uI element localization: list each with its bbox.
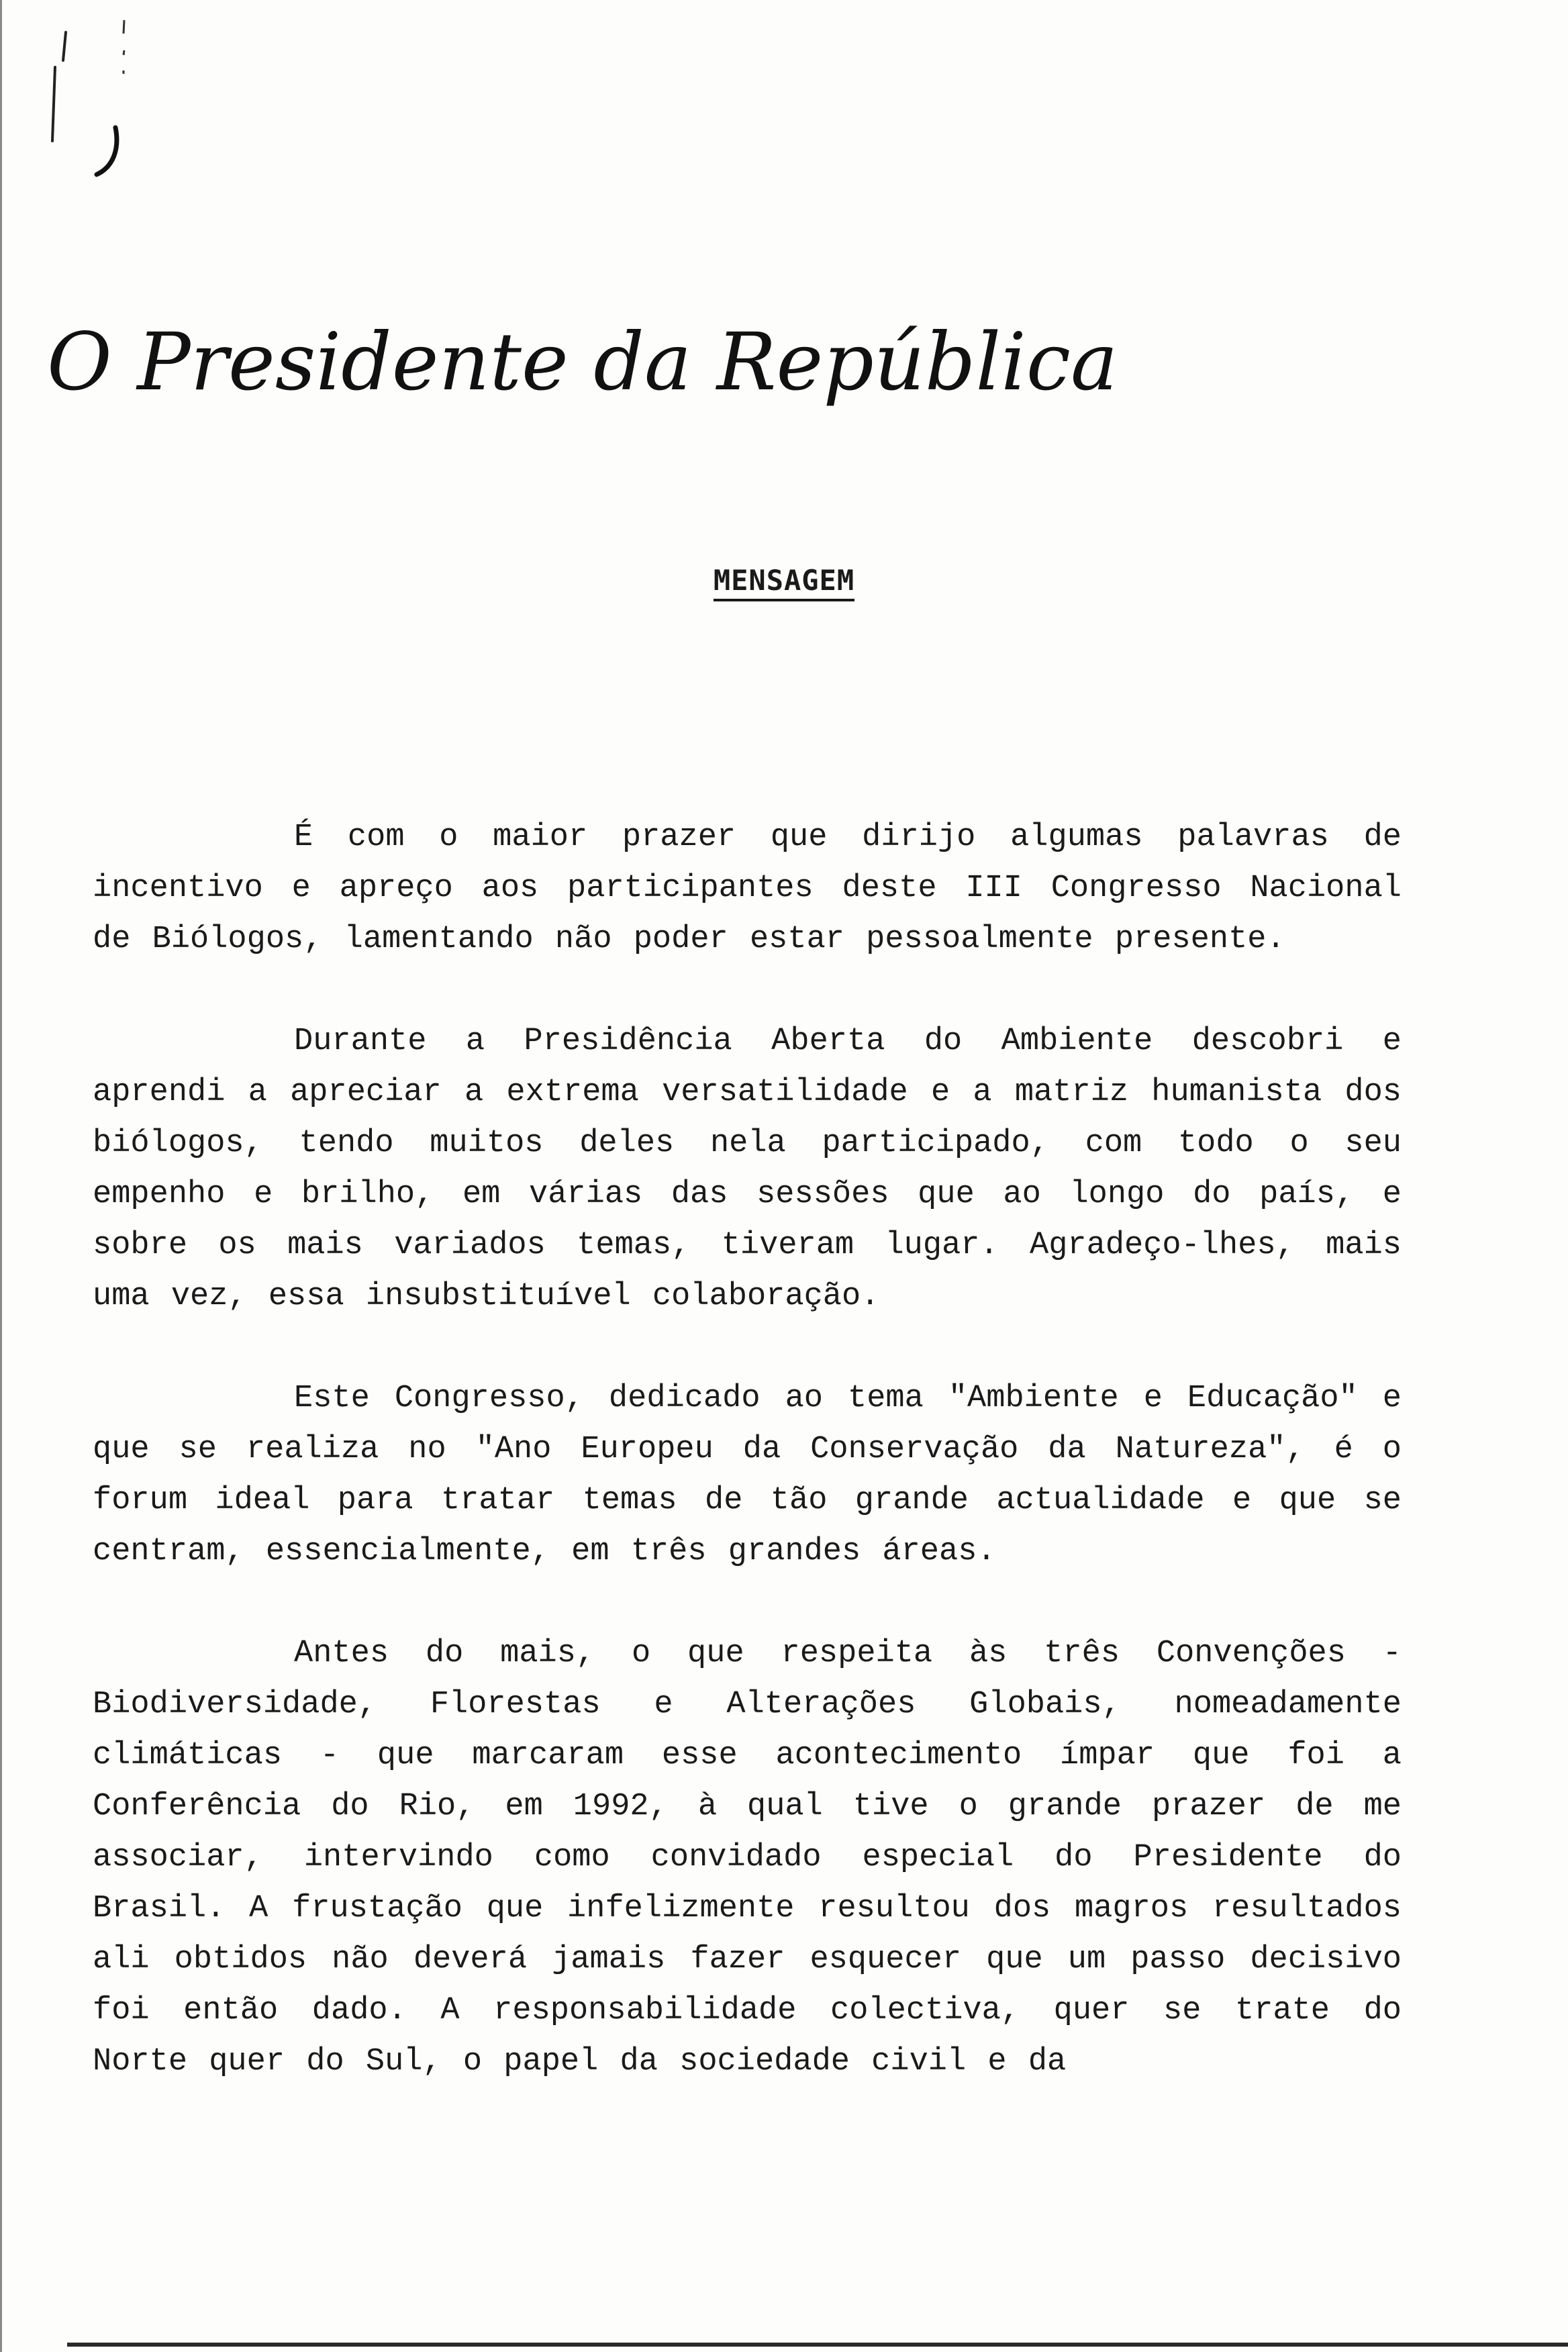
letterhead-script xyxy=(47,309,1118,430)
paragraph-4: Antes do mais, o que respeita às três Convenções - Biodiversidade, Florestas e Alterações Globais, nomeadamente climáticas - que marcaram esse acontecimento ímpar que foi a Conferência do Rio, em 1992, à qual tive o grande prazer de me associar, intervindo como convidado especial do Presidente do Brasil. A frustação que infelizmente resultou dos magros resultados ali obtidos não deverá jamais fazer esquecer que um passo decisivo foi então dado. A responsabilidade colectiva, quer se trate do Norte quer do Sul, o papel da sociedade civil e da xyxy=(93,1636,1402,2079)
paragraph-2: Durante a Presidência Aberta do Ambiente descobri e aprendi a apreciar a extrema versatilidade e a matriz humanista dos biólogos, tendo muitos deles nela participado, com todo o seu empenho e brilho, em várias das sessões que ao longo do país, e sobre os mais variados temas, tiveram lugar. Agradeço-lhes, mais uma vez, essa insubstituível colaboração. xyxy=(93,1024,1402,1314)
scan-bottom-edge xyxy=(67,2343,1568,2347)
paragraph-3: Este Congresso, dedicado ao tema "Ambiente e Educação" e que se realiza no "Ano Europeu da Conservação da Natureza", é o forum ideal para tratar temas de tão grande actualidade e que se centram, essencialmente, em três grandes áreas. xyxy=(93,1381,1402,1569)
document-title: MENSAGEM xyxy=(0,564,1568,597)
paragraph-1: É com o maior prazer que dirijo algumas palavras de incentivo e apreço aos participantes deste III Congresso Nacional de Biólogos, lamentando não poder estar pessoalmente presente. xyxy=(93,820,1402,957)
svg-text:O Presidente da República: O Presidente da República xyxy=(47,315,1118,408)
document-body xyxy=(93,812,1402,2139)
handwritten-marks xyxy=(40,13,148,188)
scan-left-edge xyxy=(0,0,2,2352)
